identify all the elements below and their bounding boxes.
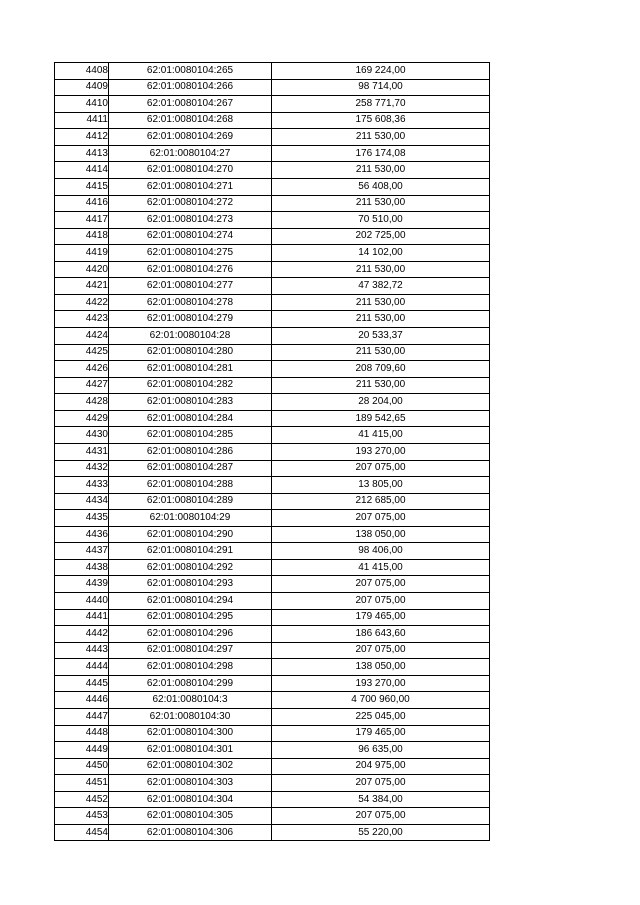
cadastral-value-cell: 169 224,00 [272,63,490,80]
cadastral-value-cell: 56 408,00 [272,178,490,195]
cadastral-value-cell: 70 510,00 [272,212,490,229]
cadastral-number-cell: 62:01:0080104:28 [109,328,272,345]
table-row [55,443,490,460]
row-number-cell: 4454 [55,824,109,841]
cadastral-value-cell: 211 530,00 [272,294,490,311]
table-body [55,63,490,841]
table-row [55,460,490,477]
row-number-cell: 4413 [55,145,109,162]
cadastral-number-cell: 62:01:0080104:271 [109,178,272,195]
row-number-cell: 4429 [55,410,109,427]
table-row [55,675,490,692]
table-row [55,626,490,643]
row-number-cell: 4451 [55,775,109,792]
table-row [55,824,490,841]
cadastral-value-cell: 207 075,00 [272,808,490,825]
cadastral-number-cell: 62:01:0080104:269 [109,129,272,146]
cadastral-value-cell: 138 050,00 [272,526,490,543]
cadastral-value-table [54,62,490,841]
cadastral-number-cell: 62:01:0080104:296 [109,626,272,643]
row-number-cell: 4449 [55,742,109,759]
table-row [55,758,490,775]
cadastral-value-cell: 176 174,08 [272,145,490,162]
cadastral-value-cell: 138 050,00 [272,659,490,676]
cadastral-number-cell: 62:01:0080104:273 [109,212,272,229]
cadastral-number-cell: 62:01:0080104:277 [109,278,272,295]
cadastral-value-cell: 189 542,65 [272,410,490,427]
row-number-cell: 4419 [55,245,109,262]
table-row [55,212,490,229]
row-number-cell: 4425 [55,344,109,361]
cadastral-value-cell: 54 384,00 [272,791,490,808]
cadastral-number-cell: 62:01:0080104:305 [109,808,272,825]
cadastral-number-cell: 62:01:0080104:287 [109,460,272,477]
cadastral-value-cell: 193 270,00 [272,675,490,692]
table-row [55,742,490,759]
table-row [55,593,490,610]
cadastral-value-cell: 4 700 960,00 [272,692,490,709]
table-row [55,775,490,792]
row-number-cell: 4423 [55,311,109,328]
cadastral-number-cell: 62:01:0080104:299 [109,675,272,692]
table-row [55,278,490,295]
table-row [55,576,490,593]
cadastral-value-cell: 207 075,00 [272,460,490,477]
cadastral-number-cell: 62:01:0080104:270 [109,162,272,179]
cadastral-value-cell: 211 530,00 [272,195,490,212]
row-number-cell: 4444 [55,659,109,676]
cadastral-number-cell: 62:01:0080104:274 [109,228,272,245]
cadastral-number-cell: 62:01:0080104:3 [109,692,272,709]
cadastral-number-cell: 62:01:0080104:298 [109,659,272,676]
cadastral-value-cell: 207 075,00 [272,642,490,659]
table-row [55,328,490,345]
cadastral-number-cell: 62:01:0080104:295 [109,609,272,626]
cadastral-number-cell: 62:01:0080104:294 [109,593,272,610]
cadastral-number-cell: 62:01:0080104:268 [109,112,272,129]
cadastral-number-cell: 62:01:0080104:301 [109,742,272,759]
table-row [55,344,490,361]
cadastral-value-cell: 55 220,00 [272,824,490,841]
table-row [55,294,490,311]
row-number-cell: 4432 [55,460,109,477]
row-number-cell: 4416 [55,195,109,212]
row-number-cell: 4428 [55,394,109,411]
cadastral-number-cell: 62:01:0080104:288 [109,477,272,494]
row-number-cell: 4448 [55,725,109,742]
table-row [55,477,490,494]
row-number-cell: 4411 [55,112,109,129]
table-row [55,129,490,146]
table-row [55,261,490,278]
table-row [55,410,490,427]
row-number-cell: 4438 [55,559,109,576]
table-row [55,145,490,162]
row-number-cell: 4442 [55,626,109,643]
cadastral-value-cell: 258 771,70 [272,96,490,113]
cadastral-value-cell: 179 465,00 [272,609,490,626]
cadastral-value-cell: 47 382,72 [272,278,490,295]
cadastral-value-cell: 211 530,00 [272,261,490,278]
table-row [55,526,490,543]
cadastral-number-cell: 62:01:0080104:297 [109,642,272,659]
cadastral-value-cell: 207 075,00 [272,576,490,593]
row-number-cell: 4430 [55,427,109,444]
cadastral-value-cell: 202 725,00 [272,228,490,245]
table-row [55,725,490,742]
cadastral-value-cell: 13 805,00 [272,477,490,494]
cadastral-value-cell: 208 709,60 [272,361,490,378]
table-row [55,79,490,96]
cadastral-value-cell: 211 530,00 [272,344,490,361]
row-number-cell: 4445 [55,675,109,692]
table-row [55,178,490,195]
cadastral-value-cell: 204 975,00 [272,758,490,775]
row-number-cell: 4443 [55,642,109,659]
row-number-cell: 4439 [55,576,109,593]
cadastral-number-cell: 62:01:0080104:293 [109,576,272,593]
cadastral-number-cell: 62:01:0080104:278 [109,294,272,311]
table-row [55,609,490,626]
table-row [55,559,490,576]
table-row [55,394,490,411]
cadastral-number-cell: 62:01:0080104:283 [109,394,272,411]
cadastral-number-cell: 62:01:0080104:302 [109,758,272,775]
cadastral-number-cell: 62:01:0080104:267 [109,96,272,113]
table-row [55,427,490,444]
cadastral-value-cell: 211 530,00 [272,311,490,328]
cadastral-value-cell: 20 533,37 [272,328,490,345]
row-number-cell: 4408 [55,63,109,80]
row-number-cell: 4418 [55,228,109,245]
row-number-cell: 4424 [55,328,109,345]
cadastral-number-cell: 62:01:0080104:282 [109,377,272,394]
cadastral-number-cell: 62:01:0080104:266 [109,79,272,96]
table-row [55,228,490,245]
row-number-cell: 4426 [55,361,109,378]
table-row [55,659,490,676]
cadastral-value-cell: 207 075,00 [272,775,490,792]
cadastral-value-cell: 207 075,00 [272,510,490,527]
table-row [55,96,490,113]
table-row [55,808,490,825]
cadastral-number-cell: 62:01:0080104:280 [109,344,272,361]
cadastral-number-cell: 62:01:0080104:291 [109,543,272,560]
row-number-cell: 4434 [55,493,109,510]
table-row [55,377,490,394]
cadastral-value-cell: 225 045,00 [272,708,490,725]
cadastral-number-cell: 62:01:0080104:30 [109,708,272,725]
table-row [55,493,490,510]
table-row [55,361,490,378]
row-number-cell: 4450 [55,758,109,775]
row-number-cell: 4415 [55,178,109,195]
row-number-cell: 4431 [55,443,109,460]
cadastral-number-cell: 62:01:0080104:272 [109,195,272,212]
row-number-cell: 4420 [55,261,109,278]
table-row [55,642,490,659]
cadastral-number-cell: 62:01:0080104:265 [109,63,272,80]
row-number-cell: 4427 [55,377,109,394]
cadastral-number-cell: 62:01:0080104:27 [109,145,272,162]
row-number-cell: 4433 [55,477,109,494]
row-number-cell: 4446 [55,692,109,709]
table-row [55,311,490,328]
row-number-cell: 4410 [55,96,109,113]
table-row [55,510,490,527]
table-row [55,195,490,212]
cadastral-value-cell: 14 102,00 [272,245,490,262]
cadastral-value-cell: 98 714,00 [272,79,490,96]
cadastral-value-cell: 207 075,00 [272,593,490,610]
cadastral-number-cell: 62:01:0080104:276 [109,261,272,278]
table-row [55,162,490,179]
row-number-cell: 4453 [55,808,109,825]
cadastral-number-cell: 62:01:0080104:281 [109,361,272,378]
cadastral-number-cell: 62:01:0080104:289 [109,493,272,510]
cadastral-value-cell: 175 608,36 [272,112,490,129]
cadastral-number-cell: 62:01:0080104:303 [109,775,272,792]
row-number-cell: 4452 [55,791,109,808]
row-number-cell: 4412 [55,129,109,146]
cadastral-number-cell: 62:01:0080104:285 [109,427,272,444]
row-number-cell: 4421 [55,278,109,295]
cadastral-number-cell: 62:01:0080104:279 [109,311,272,328]
row-number-cell: 4441 [55,609,109,626]
table-row [55,63,490,80]
cadastral-number-cell: 62:01:0080104:304 [109,791,272,808]
cadastral-value-cell: 212 685,00 [272,493,490,510]
row-number-cell: 4436 [55,526,109,543]
cadastral-value-cell: 193 270,00 [272,443,490,460]
cadastral-value-cell: 211 530,00 [272,377,490,394]
row-number-cell: 4435 [55,510,109,527]
table-row [55,708,490,725]
row-number-cell: 4417 [55,212,109,229]
row-number-cell: 4447 [55,708,109,725]
row-number-cell: 4414 [55,162,109,179]
cadastral-number-cell: 62:01:0080104:286 [109,443,272,460]
cadastral-value-cell: 211 530,00 [272,129,490,146]
cadastral-number-cell: 62:01:0080104:275 [109,245,272,262]
cadastral-value-cell: 179 465,00 [272,725,490,742]
cadastral-value-cell: 211 530,00 [272,162,490,179]
cadastral-value-cell: 41 415,00 [272,559,490,576]
table-row [55,543,490,560]
cadastral-number-cell: 62:01:0080104:290 [109,526,272,543]
cadastral-value-cell: 186 643,60 [272,626,490,643]
table-row [55,692,490,709]
row-number-cell: 4409 [55,79,109,96]
table-row [55,112,490,129]
cadastral-number-cell: 62:01:0080104:292 [109,559,272,576]
cadastral-number-cell: 62:01:0080104:284 [109,410,272,427]
row-number-cell: 4440 [55,593,109,610]
row-number-cell: 4437 [55,543,109,560]
cadastral-value-cell: 98 406,00 [272,543,490,560]
cadastral-value-cell: 41 415,00 [272,427,490,444]
cadastral-value-cell: 96 635,00 [272,742,490,759]
cadastral-number-cell: 62:01:0080104:300 [109,725,272,742]
table-row [55,245,490,262]
cadastral-number-cell: 62:01:0080104:306 [109,824,272,841]
cadastral-value-cell: 28 204,00 [272,394,490,411]
table-row [55,791,490,808]
cadastral-number-cell: 62:01:0080104:29 [109,510,272,527]
row-number-cell: 4422 [55,294,109,311]
